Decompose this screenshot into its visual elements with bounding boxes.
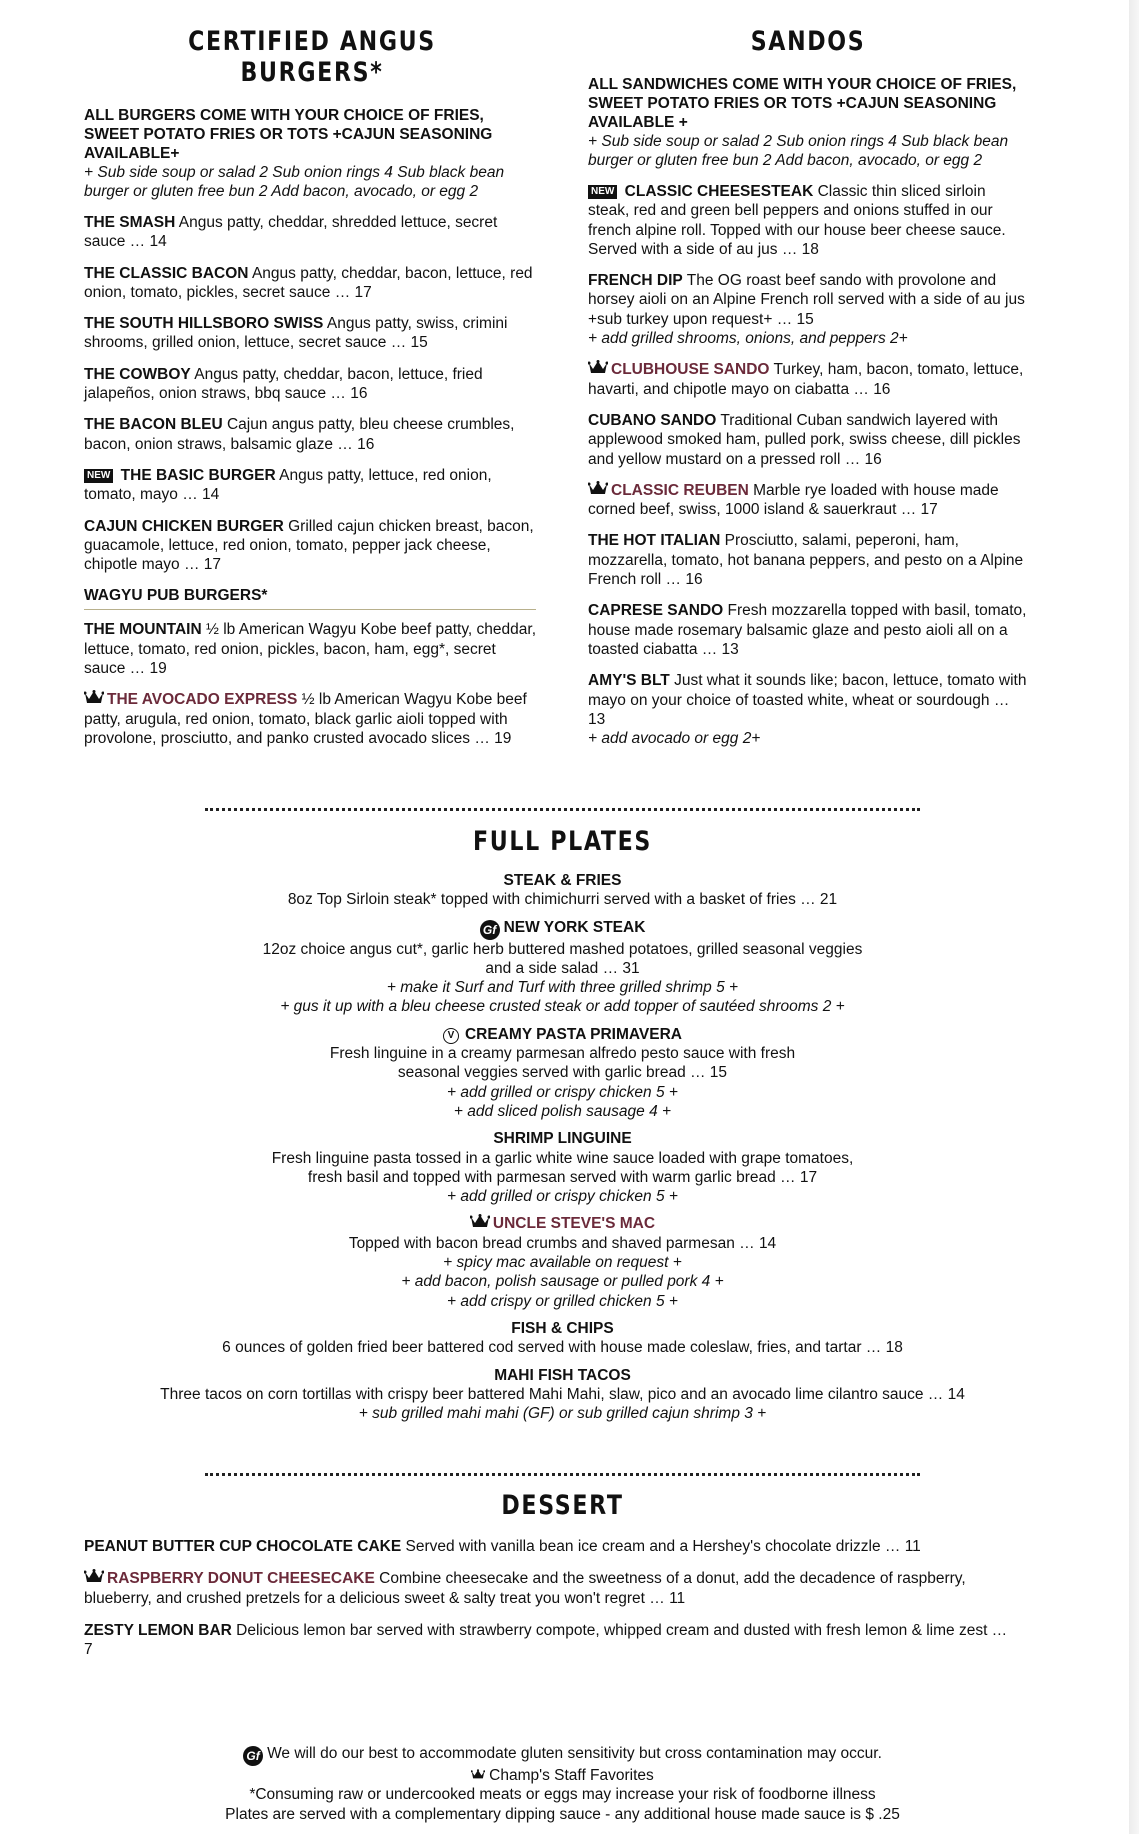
item-desc: Fresh mozzarella topped with basil, tomato, house made rosemary balsamic glaze and pesto aioli all on a toasted ciabatta … 13	[588, 602, 1027, 658]
dessert-item-raspberry-donut-cheesecake	[84, 1569, 1014, 1608]
item-name: CAPRESE SANDO	[588, 602, 724, 620]
item-name: AMY'S BLT	[588, 672, 670, 690]
vegetarian-icon: V	[443, 1028, 459, 1044]
menu-item-the-smash	[84, 213, 540, 252]
crown-icon	[588, 481, 608, 496]
burgers-column	[84, 26, 540, 760]
plate-addon-note: + make it Surf and Turf with three grilled shrimp 5 +	[386, 979, 739, 997]
sauce-note: Plates are served with a complementary dipping sauce - any additional house made sauce is $ .25	[225, 1805, 900, 1823]
burgers-heading: CERTIFIED ANGUS BURGERS*	[188, 26, 436, 88]
burgers-intro-options: + Sub side soup or salad 2 Sub onion rings 4 Sub black bean burger or gluten free bun 2 Add bacon, avocado, or egg 2	[84, 164, 505, 200]
plate-desc: Fresh linguine in a creamy parmesan alfredo pesto sauce with fresh	[329, 1045, 796, 1063]
sandos-intro	[588, 75, 1028, 170]
plate-addon-note: + add crispy or grilled chicken 5 +	[447, 1292, 678, 1310]
item-name: THE SOUTH HILLSBORO SWISS	[84, 315, 324, 333]
item-desc: Grilled cajun chicken breast, bacon, guacamole, lettuce, red onion, tomato, pepper jack cheese, chipotle mayo … 17	[84, 517, 534, 574]
plate-name: UNCLE STEVE'S MAC	[492, 1215, 656, 1233]
item-desc: Just what it sounds like; bacon, lettuce, tomato with mayo on your choice of toasted white, wheat or sourdough … 13	[588, 672, 1027, 728]
new-badge-icon: NEW	[84, 469, 113, 483]
gluten-note: We will do our best to accommodate gluten sensitivity but cross contamination may occur.	[267, 1745, 882, 1762]
item-desc: Turkey, ham, bacon, tomato, lettuce, havarti, and chipotle mayo on ciabatta … 16	[588, 361, 1024, 398]
plate-name: STEAK & FRIES	[503, 872, 622, 889]
plate-addon-note: + add bacon, polish sausage or pulled pork 4 +	[401, 1273, 724, 1291]
item-desc: ½ lb American Wagyu Kobe beef patty, cheddar, lettuce, tomato, red onion, pickles, bacon, ham, egg*, secret sauce … 19	[84, 621, 537, 678]
item-name: FRENCH DIP	[588, 272, 683, 290]
item-desc: Prosciutto, salami, peperoni, ham, mozzarella, tomato, hot banana peppers, and pesto on a Alpine French roll … 16	[588, 532, 1024, 589]
menu-item-south-hillsboro-swiss	[84, 314, 540, 353]
item-name: THE COWBOY	[84, 365, 191, 383]
item-name: THE HOT ITALIAN	[588, 532, 721, 550]
burgers-intro	[84, 106, 540, 201]
raw-food-warning: *Consuming raw or undercooked meats or eggs may increase your risk of foodborne illness	[249, 1786, 876, 1804]
item-addon-note: + add grilled shrooms, onions, and peppers 2+	[588, 330, 908, 348]
plate-desc: fresh basil and topped with parmesan served with warm garlic bread … 17	[307, 1168, 818, 1186]
plate-uncle-steves-mac	[0, 1214, 1125, 1310]
menu-item-amys-blt	[588, 671, 1028, 748]
item-name: CLASSIC REUBEN	[611, 481, 749, 499]
plate-creamy-pasta-primavera	[0, 1025, 1125, 1121]
plate-name: NEW YORK STEAK	[503, 918, 646, 936]
plate-mahi-fish-tacos	[0, 1366, 1125, 1424]
plate-desc: and a side salad … 31	[485, 959, 640, 977]
menu-item-caprese-sando	[588, 601, 1028, 659]
plate-desc: 12oz choice angus cut*, garlic herb buttered mashed potatoes, grilled seasonal veggies	[262, 940, 863, 958]
plate-addon-note: + add grilled or crispy chicken 5 +	[447, 1083, 678, 1101]
plate-name: SHRIMP LINGUINE	[493, 1130, 632, 1148]
menu-item-cajun-chicken-burger	[84, 517, 540, 575]
plate-new-york-steak	[0, 918, 1125, 1017]
item-name: PEANUT BUTTER CUP CHOCOLATE CAKE	[84, 1538, 402, 1555]
plate-desc: 6 ounces of golden fried beer battered cod served with house made coleslaw, fries, and tartar … 18	[222, 1339, 903, 1357]
item-desc: Angus patty, cheddar, bacon, lettuce, fried jalapeños, onion straws, bbq sauce … 16	[84, 365, 483, 403]
item-desc: Served with vanilla bean ice cream and a Hershey's chocolate drizzle … 11	[405, 1538, 921, 1555]
menu-item-clubhouse-sando	[588, 360, 1028, 399]
item-name: THE CLASSIC BACON	[84, 264, 249, 282]
sandos-heading: SANDOS	[750, 26, 866, 57]
plate-desc: seasonal veggies served with garlic bread … 15	[397, 1064, 728, 1082]
item-name: RASPBERRY DONUT CHEESECAKE	[107, 1570, 375, 1588]
menu-item-french-dip	[588, 271, 1028, 348]
plate-addon-note: + gus it up with a bleu cheese crusted steak or add topper of sautéed shrooms 2 +	[280, 998, 845, 1016]
dessert-heading-wrap	[0, 1490, 1125, 1521]
plate-addon-note: + spicy mac available on request +	[443, 1254, 682, 1272]
full-plates-section	[0, 826, 1125, 1431]
plate-shrimp-linguine	[0, 1129, 1125, 1206]
menu-item-classic-cheesesteak	[588, 182, 1028, 259]
plate-name: MAHI FISH TACOS	[494, 1366, 631, 1384]
item-name: CAJUN CHICKEN BURGER	[84, 517, 284, 535]
burgers-intro-bold: ALL BURGERS COME WITH YOUR CHOICE OF FRIES, SWEET POTATO FRIES OR TOTS +CAJUN SEASONING AVAILABLE+	[84, 107, 493, 162]
dessert-item-pb-cup-cake	[84, 1537, 1014, 1556]
crown-icon	[84, 690, 104, 705]
menu-item-hot-italian	[588, 531, 1028, 589]
crown-icon	[588, 360, 608, 375]
new-badge-icon: NEW	[588, 185, 617, 199]
plate-desc: Fresh linguine pasta tossed in a garlic white wine sauce loaded with grape tomatoes,	[271, 1149, 854, 1167]
item-desc: The OG roast beef sando with provolone and horsey aioli on an Alpine French roll served with a side of au jus +sub turkey upon request+ … 15	[588, 272, 1025, 328]
item-desc: Angus patty, swiss, crimini shrooms, grilled onion, lettuce, secret sauce … 15	[84, 315, 508, 352]
plate-addon-note: + add grilled or crispy chicken 5 +	[447, 1188, 678, 1206]
plate-desc: Topped with bacon bread crumbs and shaved parmesan … 14	[348, 1234, 777, 1252]
menu-footer	[0, 1744, 1125, 1824]
item-desc: Classic thin sliced sirloin steak, red and green bell peppers and onions stuffed in our french alpine roll. Topped with our house beer cheese sauce. Served with a side of au jus … 18	[588, 183, 1006, 258]
plate-desc: Three tacos on corn tortillas with crispy beer battered Mahi Mahi, slaw, pico and an avocado lime cilantro sauce … 14	[160, 1385, 965, 1403]
item-name: THE MOUNTAIN	[84, 621, 202, 639]
item-name: THE BACON BLEU	[84, 416, 223, 434]
crown-icon	[471, 1769, 485, 1780]
item-desc: Combine cheesecake and the sweetness of a donut, add the decadence of raspberry, blueberry, and crushed pretzels for a delicious sweet & salty treat you won't regret … 11	[84, 1570, 966, 1607]
menu-item-classic-bacon	[84, 264, 540, 303]
dotted-divider	[205, 1473, 920, 1476]
plate-name: FISH & CHIPS	[511, 1319, 614, 1337]
plate-addon-note: + sub grilled mahi mahi (GF) or sub grilled cajun shrimp 3 +	[358, 1405, 767, 1423]
plate-name: CREAMY PASTA PRIMAVERA	[464, 1025, 682, 1043]
sandos-intro-options: + Sub side soup or salad 2 Sub onion rings 4 Sub black bean burger or gluten free bun 2 Add bacon, avocado, or egg 2	[588, 133, 1009, 169]
scrollbar-strip	[1129, 0, 1139, 1834]
item-name: THE BASIC BURGER	[120, 466, 276, 484]
crown-icon	[470, 1214, 490, 1229]
plate-name-row	[0, 918, 1125, 940]
item-desc: ½ lb American Wagyu Kobe beef patty, arugula, red onion, tomato, black garlic aioli topped with provolone, prosciutto, and panko crusted avocado slices … 19	[84, 691, 527, 747]
sandos-column	[588, 26, 1028, 760]
menu-item-basic-burger	[84, 466, 540, 505]
plate-fish-chips	[0, 1319, 1125, 1358]
item-name: CLASSIC CHEESESTEAK	[624, 183, 814, 200]
full-plates-heading: FULL PLATES	[473, 826, 652, 857]
item-desc: Delicious lemon bar served with strawberry compote, whipped cream and dusted with fresh lemon & lime zest … 7	[84, 1621, 1008, 1659]
plate-name-row	[0, 1025, 1125, 1044]
dotted-divider	[205, 808, 920, 811]
favorites-note: Champ's Staff Favorites	[489, 1767, 654, 1784]
plate-addon-note: + add sliced polish sausage 4 +	[453, 1102, 672, 1120]
favorites-note-row	[0, 1766, 1125, 1785]
dessert-heading: DESSERT	[501, 1490, 624, 1521]
menu-item-cowboy	[84, 365, 540, 404]
menu-item-avocado-express	[84, 690, 540, 748]
menu-item-bacon-bleu	[84, 415, 540, 454]
dessert-section	[84, 1537, 1014, 1671]
item-name: THE AVOCADO EXPRESS	[107, 691, 298, 709]
plate-desc: 8oz Top Sirloin steak* topped with chimichurri served with a basket of fries … 21	[287, 891, 838, 909]
item-desc: Angus patty, cheddar, shredded lettuce, secret sauce … 14	[84, 214, 498, 251]
item-name: CUBANO SANDO	[588, 411, 717, 429]
item-name: ZESTY LEMON BAR	[84, 1621, 232, 1639]
menu-item-classic-reuben	[588, 481, 1028, 520]
gluten-note-row	[0, 1744, 1125, 1766]
item-desc: Traditional Cuban sandwich layered with applewood smoked ham, pulled pork, swiss cheese, dill pickles and yellow mustard on a pressed roll … 16	[588, 411, 1021, 468]
item-desc: Marble rye loaded with house made corned beef, swiss, 1000 island & sauerkraut … 17	[588, 481, 999, 519]
dessert-item-zesty-lemon-bar	[84, 1621, 1014, 1660]
item-addon-note: + add avocado or egg 2+	[588, 730, 761, 748]
wagyu-subheading: WAGYU PUB BURGERS*	[84, 586, 536, 610]
plate-steak-fries	[0, 871, 1125, 910]
plate-name-row	[0, 1214, 1125, 1233]
gluten-free-icon: Gf	[480, 920, 500, 940]
item-desc: Cajun angus patty, bleu cheese crumbles, bacon, onion straws, balsamic glaze … 16	[84, 416, 515, 453]
crown-icon	[84, 1569, 104, 1584]
item-name: THE SMASH	[84, 214, 176, 231]
menu-item-the-mountain	[84, 620, 540, 678]
item-name: CLUBHOUSE SANDO	[611, 361, 770, 379]
gluten-free-icon: Gf	[243, 1746, 263, 1766]
item-desc: Angus patty, cheddar, bacon, lettuce, red onion, tomato, pickles, secret sauce … 17	[84, 264, 533, 301]
sandos-intro-bold: ALL SANDWICHES COME WITH YOUR CHOICE OF FRIES, SWEET POTATO FRIES OR TOTS +CAJUN SEASONING AVAILABLE +	[588, 76, 1017, 131]
item-desc: Angus patty, lettuce, red onion, tomato, mayo … 14	[84, 466, 492, 504]
menu-item-cubano-sando	[588, 411, 1028, 469]
